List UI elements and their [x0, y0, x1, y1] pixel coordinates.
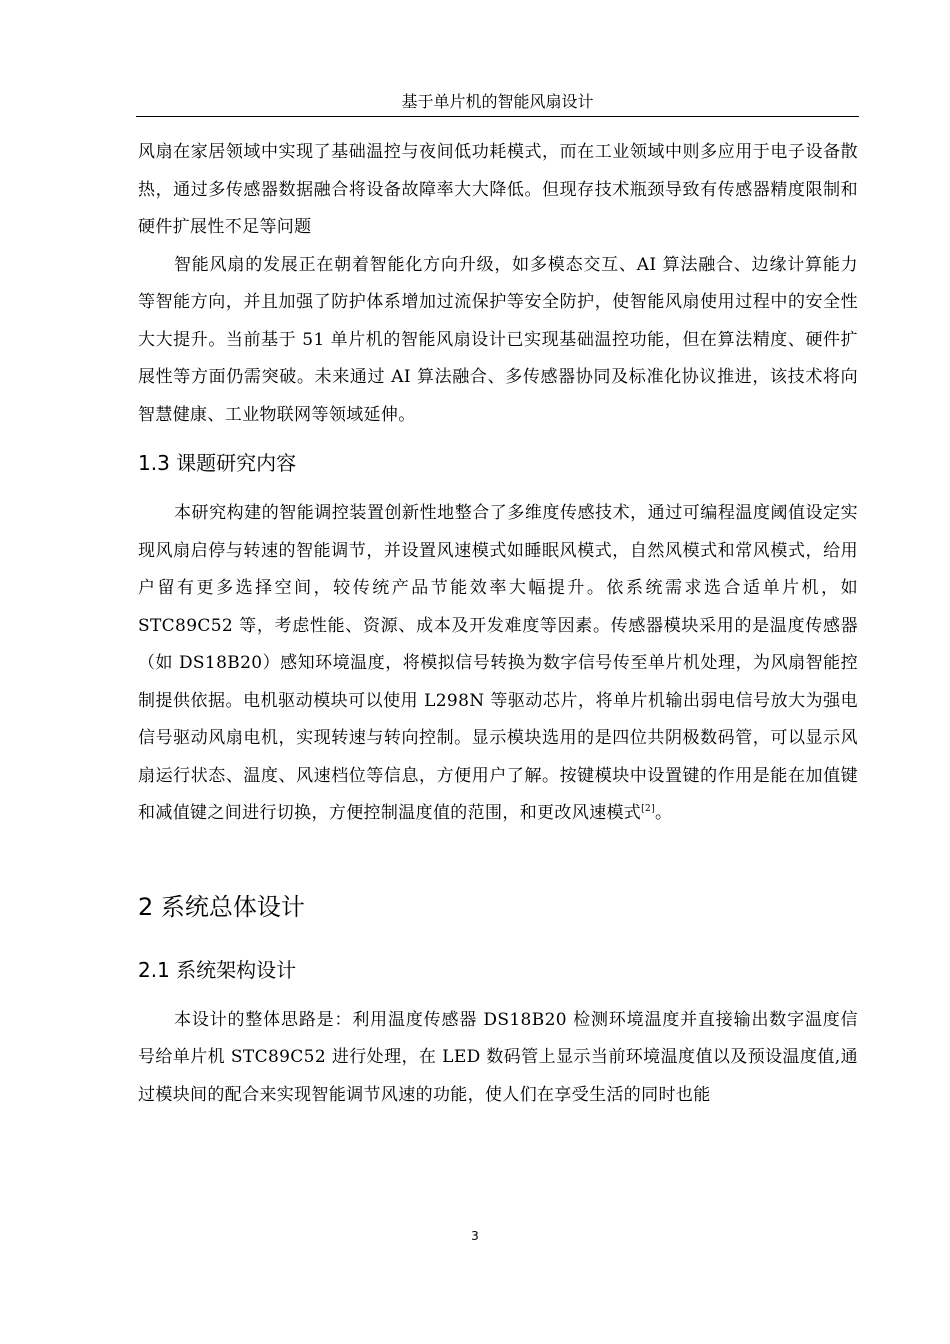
research-content-end: 。: [654, 803, 673, 823]
research-content-text: 本研究构建的智能调控装置创新性地整合了多维度传感技术，通过可编程温度阈值设定实现风扇启停与转速的智能调节，并设置风速模式如睡眠风模式，自然风模式和常风模式，给用户留有更多选择空间，较传统产品节能效率大幅提升。依系统需求选合适单片机，如 STC89C52 等，考虑性能、资源、成本及开发难度等因素。传感器模块采用的是温度传感器（如 DS18B20）感知环境温度，将模拟信号转换为数字信号传至单片机处理，为风扇智能控制提供依据。电机驱动模块可以使用 L298N 等驱动芯片，将单片机输出弱电信号放大为强电信号驱动风扇电机，实现转速与转向控制。显示模块选用的是四位共阴极数码管，可以显示风扇运行状态、温度、风速档位等信息，方便用户了解。按键模块中设置键的作用是能在加值键和减值键之间进行切换，方便控制温度值的范围，和更改风速模式: [138, 503, 858, 823]
citation-2: [2]: [641, 804, 655, 814]
paragraph-continued: 风扇在家居领域中实现了基础温控与夜间低功耗模式，而在工业领域中则多应用于电子设备散热，通过多传感器数据融合将设备故障率大大降低。但现存技术瓶颈导致有传感器精度限制和硬件扩展性不足等问题: [138, 142, 858, 237]
page-number: 3: [471, 1229, 479, 1243]
heading-2-1: 2.1 系统架构设计: [138, 957, 297, 982]
page-body: [138, 134, 858, 1114]
paragraph-architecture: 本设计的整体思路是：利用温度传感器 DS18B20 检测环境温度并直接输出数字温度信号给单片机 STC89C52 进行处理，在 LED 数码管上显示当前环境温度值以及预设温度值,通过模块间的配合来实现智能调节风速的功能，使人们在享受生活的同时也能: [138, 1009, 858, 1105]
running-header: 基于单片机的智能风扇设计: [136, 90, 859, 117]
paragraph-research-content: [138, 495, 858, 833]
paragraph-development: 智能风扇的发展正在朝着智能化方向升级，如多模态交互、AI 算法融合、边缘计算能力等智能方向，并且加强了防护体系增加过流保护等安全防护，使智能风扇使用过程中的安全性大大提升。当前基于 51 单片机的智能风扇设计已实现基础温控功能，但在算法精度、硬件扩展性等方面仍需突破。未来通过 AI 算法融合、多传感器协同及标准化协议推进，该技术将向智慧健康、工业物联网等领域延伸。: [138, 254, 858, 425]
heading-2: 2 系统总体设计: [138, 892, 305, 921]
heading-1-3: 1.3 课题研究内容: [138, 451, 297, 475]
